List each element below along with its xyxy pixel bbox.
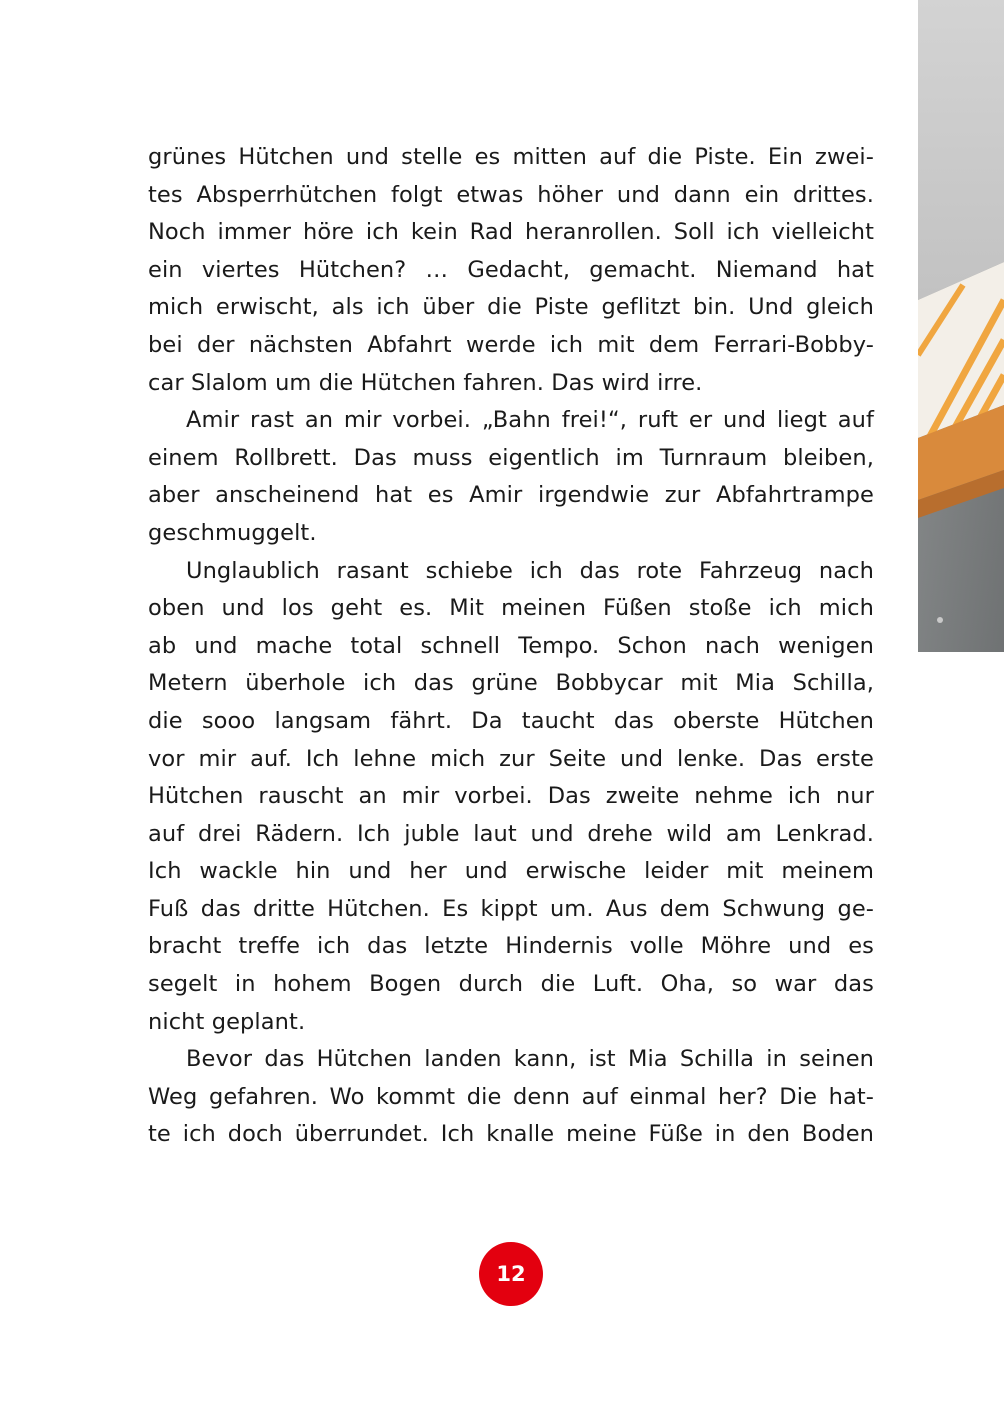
text-line: die sooo langsam fährt. Da taucht das oberste Hütchen: [148, 707, 874, 734]
text-line: Ich wackle hin und her und erwische leider mit meinem: [148, 858, 874, 885]
page-number-badge: [479, 1242, 543, 1306]
text-line: ein viertes Hütchen? … Gedacht, gemacht. Niemand hat: [148, 256, 874, 283]
text-line: grünes Hütchen und stelle es mitten auf die Piste. Ein zwei-: [148, 144, 874, 170]
text-line: Fuß das dritte Hütchen. Es kippt um. Aus dem Schwung ge-: [148, 895, 874, 922]
body-text: [148, 139, 874, 1154]
text-line: vor mir auf. Ich lehne mich zur Seite und lenke. Das erste: [148, 745, 874, 772]
photo-edge-strip: [918, 0, 1004, 652]
paragraph: [148, 1041, 874, 1154]
text-line: Amir rast an mir vorbei. „Bahn frei!“, ruft er und liegt auf: [186, 407, 874, 434]
text-line: einem Rollbrett. Das muss eigentlich im Turnraum bleiben,: [148, 444, 874, 471]
paragraph: [148, 402, 874, 552]
text-line: bracht treffe ich das letzte Hindernis volle Möhre und es: [148, 933, 874, 960]
text-line: Noch immer höre ich kein Rad heranrollen. Soll ich vielleicht: [148, 219, 874, 246]
text-line: aber anscheinend hat es Amir irgendwie zur Abfahrtrampe: [148, 482, 874, 509]
text-line: auf drei Rädern. Ich juble laut und drehe wild am Lenkrad.: [148, 820, 874, 847]
text-line: mich erwischt, als ich über die Piste geflitzt bin. Und gleich: [148, 294, 874, 321]
text-line: te ich doch überrundet. Ich knalle meine Füße in den Boden: [148, 1121, 874, 1148]
paragraph: [148, 553, 874, 1042]
text-line: bei der nächsten Abfahrt werde ich mit dem Ferrari-Bobby-: [148, 331, 874, 358]
text-line: oben und los geht es. Mit meinen Füßen stoße ich mich: [148, 595, 874, 622]
text-line: segelt in hohem Bogen durch die Luft. Oha, so war das: [148, 971, 874, 998]
text-line: car Slalom um die Hütchen fahren. Das wird irre.: [148, 369, 703, 396]
text-line: Metern überhole ich das grüne Bobbycar mit Mia Schilla,: [148, 670, 874, 697]
page-number: 12: [496, 1262, 526, 1286]
text-line: Weg gefahren. Wo kommt die denn auf einmal her? Die hat-: [148, 1083, 874, 1110]
text-line: ab und mache total schnell Tempo. Schon nach wenigen: [148, 632, 874, 659]
text-line: geschmuggelt.: [148, 519, 317, 546]
text-line: nicht geplant.: [148, 1008, 306, 1035]
text-line: Unglaublich rasant schiebe ich das rote Fahrzeug nach: [186, 557, 874, 584]
text-line: tes Absperrhütchen folgt etwas höher und dann ein drittes.: [148, 181, 874, 208]
paragraph: [148, 139, 874, 402]
text-line: Hütchen rauscht an mir vorbei. Das zweite nehme ich nur: [148, 783, 874, 810]
text-line: Bevor das Hütchen landen kann, ist Mia Schilla in seinen: [186, 1046, 874, 1073]
